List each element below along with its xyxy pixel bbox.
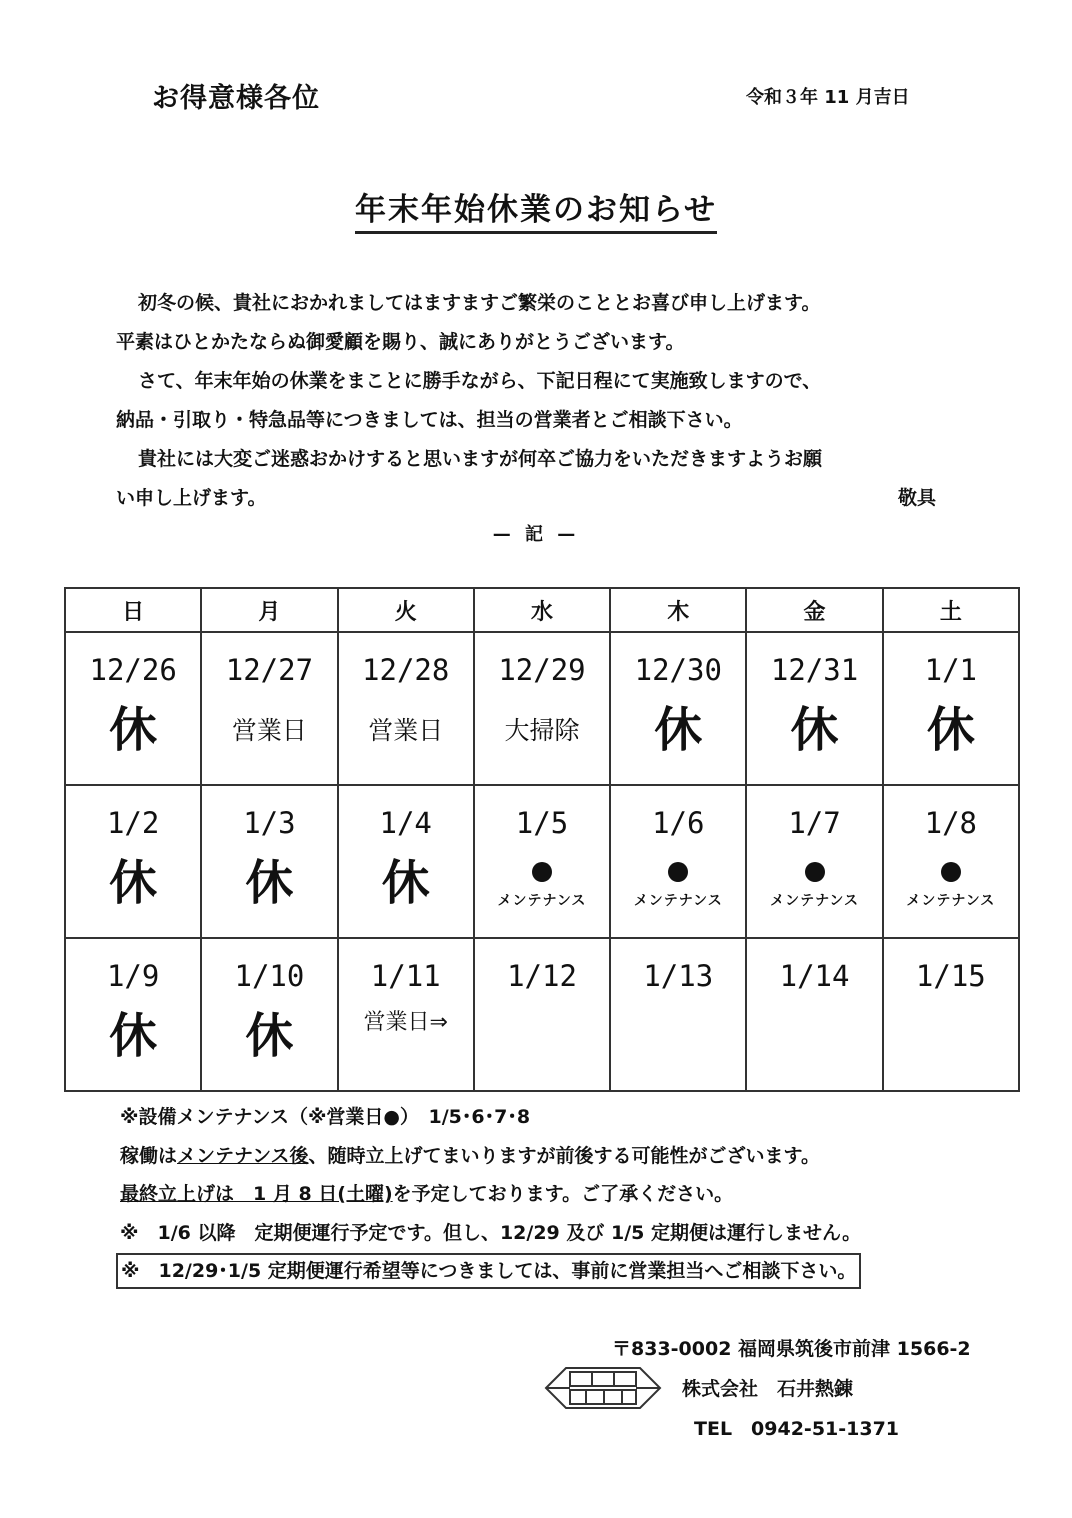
note-final-startup (120, 1175, 861, 1214)
holiday-mark: 休 (790, 702, 839, 758)
day-cell (338, 938, 474, 1091)
closing-keigu: 敬具 (897, 487, 936, 509)
holiday-calendar (64, 587, 1020, 1092)
business-dot-icon (668, 862, 688, 882)
holiday-mark: 休 (245, 855, 294, 911)
note-final-startup-a: 最終立上げは 1 月 8 日(土曜) (120, 1183, 393, 1205)
calendar-week-2 (65, 785, 1019, 938)
day-cell (746, 785, 882, 938)
day-date: 1/6 (652, 806, 705, 840)
maintenance-label: メンテナンス (906, 893, 996, 909)
cleaning-day-label: 大掃除 (504, 716, 580, 745)
day-cell (338, 785, 474, 938)
maintenance-label: メンテナンス (770, 893, 859, 909)
day-date: 12/30 (634, 653, 722, 687)
note-operation-a: 稼働は (120, 1144, 178, 1167)
day-date: 1/13 (643, 959, 714, 993)
day-date: 1/12 (507, 959, 577, 993)
day-date: 1/8 (924, 806, 978, 840)
business-dot-icon (941, 862, 961, 882)
day-date: 12/31 (770, 653, 859, 687)
weekday-header-row (65, 588, 1019, 632)
document-title (0, 184, 1072, 229)
day-cell (746, 632, 882, 785)
weekday-tue: 火 (338, 588, 474, 632)
day-cell (883, 938, 1019, 1091)
ki-marker: — 記 — (492, 524, 580, 545)
day-cell (65, 938, 201, 1091)
company-tel: TEL 0942-51-1371 (694, 1418, 900, 1440)
day-cell (474, 785, 610, 938)
business-dot-icon (805, 862, 825, 882)
body-line-5: 貴社には大変ご迷惑おかけすると思いますが何卒ご協力をいただきますようお願 (138, 448, 823, 470)
day-date: 1/5 (515, 806, 569, 840)
body-line-3: さて、年末年始の休業をまことに勝手ながら、下記日程にて実施致しますので、 (138, 370, 822, 392)
business-dot-icon (532, 862, 552, 882)
business-from-label: 営業日⇒ (363, 1010, 448, 1035)
day-date: 1/11 (370, 959, 441, 993)
day-cell (65, 785, 201, 938)
holiday-mark: 休 (109, 702, 158, 758)
title-text: 年末年始休業のお知らせ (355, 192, 717, 234)
day-date: 1/7 (788, 806, 841, 840)
day-date: 1/4 (379, 806, 432, 840)
holiday-mark: 休 (245, 1008, 294, 1064)
holiday-mark: 休 (109, 1008, 158, 1064)
day-cell (746, 938, 882, 1091)
business-day-label: 営業日 (231, 716, 307, 745)
day-cell (201, 785, 337, 938)
notes (120, 1098, 861, 1291)
day-cell (883, 785, 1019, 938)
maintenance-label: メンテナンス (633, 893, 723, 909)
holiday-mark: 休 (654, 702, 703, 758)
issue-date: 令和３年 11 月吉日 (746, 87, 910, 108)
day-cell (610, 938, 746, 1091)
note-operation-c: 、随時立上げてまいりますが前後する可能性がございます。 (308, 1144, 820, 1167)
company-info (612, 1329, 971, 1449)
day-date: 12/26 (89, 653, 177, 687)
body-line-2: 平素はひとかたならぬ御愛顧を賜り、誠にありがとうございます。 (116, 331, 685, 353)
day-cell (65, 632, 201, 785)
body-text (116, 284, 946, 518)
day-cell (338, 632, 474, 785)
body-line-6-text: い申し上げます。 (116, 487, 267, 509)
note-maintenance: ※設備メンテナンス（※営業日●） 1/5･6･7･8 (120, 1106, 531, 1128)
weekday-mon: 月 (201, 588, 337, 632)
day-date: 1/14 (779, 959, 850, 993)
weekday-fri: 金 (746, 588, 882, 632)
day-cell (610, 632, 746, 785)
company-name: 株式会社 石井熱錬 (682, 1378, 854, 1400)
holiday-mark: 休 (926, 702, 975, 758)
note-operation-b: メンテナンス後 (177, 1144, 309, 1167)
day-date: 1/15 (915, 959, 986, 993)
day-date: 12/29 (498, 653, 586, 687)
weekday-thu: 木 (610, 588, 746, 632)
day-cell (474, 938, 610, 1091)
body-line-1: 初冬の候、貴社におかれましてはますますご繁栄のこととお喜び申し上げます。 (138, 292, 821, 314)
note-delivery: ※ 1/6 以降 定期便運行予定です。但し、12/29 及び 1/5 定期便は運行しません。 (120, 1221, 862, 1244)
business-day-label: 営業日 (368, 716, 444, 745)
calendar-week-3 (65, 938, 1019, 1091)
calendar-week-1 (65, 632, 1019, 785)
weekday-sat: 土 (883, 588, 1019, 632)
holiday-mark: 休 (381, 855, 430, 911)
day-cell (201, 938, 337, 1091)
day-date: 1/1 (924, 653, 978, 687)
body-line-4: 納品・引取り・特急品等につきましては、担当の営業者とご相談下さい。 (116, 409, 743, 431)
note-operation (120, 1137, 861, 1176)
day-cell (474, 632, 610, 785)
company-address: 〒833-0002 福岡県筑後市前津 1566-2 (612, 1338, 971, 1360)
day-date: 12/27 (225, 653, 314, 687)
day-date: 1/2 (106, 806, 160, 840)
note-delivery-request (120, 1252, 861, 1291)
maintenance-label: メンテナンス (497, 893, 587, 909)
weekday-wed: 水 (474, 588, 610, 632)
holiday-mark: 休 (109, 855, 158, 911)
day-cell (883, 632, 1019, 785)
day-date: 1/10 (234, 959, 305, 993)
day-date: 1/9 (106, 959, 160, 993)
addressee: お得意様各位 (152, 83, 320, 114)
day-date: 12/28 (362, 653, 450, 687)
weekday-sun: 日 (65, 588, 201, 632)
day-date: 1/3 (243, 806, 296, 840)
note-final-startup-b: を予定しております。ご了承ください。 (392, 1183, 734, 1205)
note-delivery-request-box: ※ 12/29･1/5 定期便運行希望等につきましては、事前に営業担当へご相談下さい。 (116, 1253, 861, 1289)
day-cell (610, 785, 746, 938)
body-line-6 (116, 479, 936, 518)
day-cell (201, 632, 337, 785)
